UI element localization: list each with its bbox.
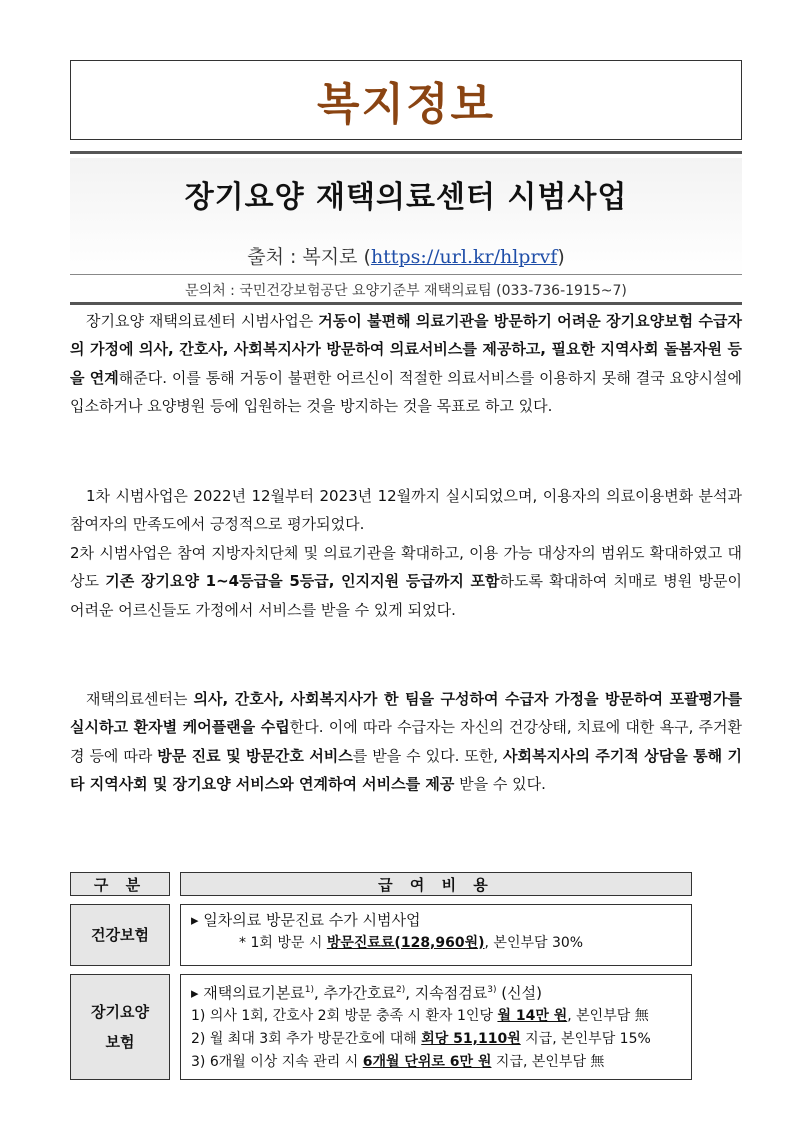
- paragraph-second-pilot: [70, 539, 742, 624]
- category-ltc-line2: 보험: [105, 1033, 135, 1051]
- table-header-row: [70, 872, 692, 896]
- p4-text-4: 받을 수 있다.: [454, 775, 546, 794]
- header-banner: [70, 60, 742, 140]
- divider-mid: [70, 274, 742, 275]
- p3-text-1: 2차 시범사업은 참여 지방자치단체 및 의료기관을 확대하고, 이용 가능 대상자의 범위도 확대하였고 대상도: [70, 544, 742, 591]
- p3-bold-1: 기존 장기요양 1~4등급을 5등급, 인지지원 등급까지 포함: [105, 572, 500, 591]
- p2-text-1: 1차 시범사업은 2022년 12월부터 2023년 12월까지 실시되었으며, 이용자의 의료이용변화 분석과 참여자의 만족도에서 긍정적으로 평가되었다.: [70, 487, 742, 534]
- contact-info: 문의처 : 국민건강보험공단 요양기준부 재택의료팀 (033-736-1915~7): [185, 283, 627, 299]
- document-title: 장기요양 재택의료센터 시범사업: [184, 180, 628, 215]
- ltc-bullet-b: , 추가간호료: [313, 984, 396, 1002]
- paragraph-center-team: [70, 685, 742, 799]
- ltc-item2-prefix: 2) 월 최대 3회 추가 방문간호에 대해: [191, 1031, 422, 1047]
- ltc-item-2: [191, 1028, 681, 1051]
- ltc-item2-suffix: 지급, 본인부담 15%: [520, 1031, 651, 1047]
- source-close: ): [557, 246, 565, 268]
- ltc-item-1: [191, 1005, 681, 1028]
- ltc-item3-suffix: 지급, 본인부담 無: [491, 1054, 605, 1070]
- p4-bold-3: 사회복지사의 주기적 상담을 통해 기타 지역사회 및 장기요양 서비스와 연계하여 서비스를 제공: [70, 746, 742, 794]
- source-label: 출처 : 복지로 (: [247, 246, 371, 268]
- p1-text-2: 해준다. 이를 통해 거동이 불편한 어르신이 적절한 의료서비스를 이용하지 못해 결국 요양시설에 입소하거나 요양병원 등에 입원하는 것을 방지하는 것을 목표로 하고 있다.: [70, 368, 742, 416]
- source-line: [70, 242, 742, 269]
- p4-text-1: 재택의료센터는: [86, 690, 194, 708]
- p4-bold-2: 방문 진료 및 방문간호 서비스: [157, 746, 353, 765]
- ltc-bullet-c: , 지속점검료: [405, 984, 488, 1002]
- header-cost: 급 여 비 용: [180, 872, 692, 896]
- p4-text-3: 를 받을 수 있다. 또한,: [352, 746, 503, 765]
- header-title: 복지정보: [316, 79, 495, 130]
- ltc-bullet: [191, 979, 681, 1005]
- ltc-item3-prefix: 3) 6개월 이상 지속 관리 시: [191, 1054, 363, 1070]
- ltc-item-3: [191, 1051, 681, 1074]
- category-health-insurance: 건강보험: [70, 904, 170, 966]
- health-note-fee: 방문진료료(128,960원): [326, 935, 485, 951]
- p4-bold-1: 의사, 간호사, 사회복지사가 한 팀을 구성하여 수급자 가정을 방문하여 포괄평가를 실시하고 환자별 케어플랜을 수립: [70, 690, 742, 737]
- header-category: 구 분: [70, 872, 170, 896]
- ltc-bullet-d: (신설): [496, 984, 542, 1002]
- ltc-sup-1: 1): [304, 985, 314, 995]
- p1-text-1: 장기요양 재택의료센터 시범사업은: [86, 312, 319, 330]
- category-ltc-line1: 장기요양: [91, 1003, 149, 1021]
- ltc-bullet-a: ▸ 재택의료기본료: [191, 984, 305, 1002]
- paragraph-first-pilot: [70, 482, 742, 539]
- health-note: [191, 932, 681, 955]
- category-ltc-insurance: [70, 974, 170, 1080]
- divider-top: [70, 151, 742, 154]
- health-note-suffix: , 본인부담 30%: [484, 935, 584, 951]
- paragraph-intro: [70, 307, 742, 421]
- divider-bottom: [70, 302, 742, 305]
- health-note-prefix: * 1회 방문 시: [239, 935, 327, 951]
- p4-text-2: 한다. 이에 따라 수급자는 자신의 건강상태, 치료에 대한 욕구, 주거환경 등에 따라: [70, 718, 743, 765]
- ltc-item1-suffix: , 본인부담 無: [567, 1008, 649, 1024]
- cost-ltc-insurance: [180, 974, 692, 1080]
- ltc-sup-2: 2): [395, 985, 406, 995]
- table-row: [70, 974, 692, 1080]
- health-bullet: ▸ 일차의료 방문진료 수가 시범사업: [191, 911, 421, 929]
- ltc-item1-amount: 월 14만 원: [497, 1008, 568, 1024]
- ltc-sup-3: 3): [487, 985, 497, 995]
- ltc-item3-amount: 6개월 단위로 6만 원: [362, 1054, 492, 1070]
- p1-bold-1: 거동이 불편해 의료기관을 방문하기 어려운 장기요양보험 수급자의 가정에 의사, 간호사, 사회복지사가 방문하여 의료서비스를 제공하고, 필요한 지역사회 돌봄자원 등을 연계: [70, 312, 742, 387]
- ltc-item2-amount: 회당 51,110원: [421, 1031, 521, 1047]
- ltc-item1-prefix: 1) 의사 1회, 간호사 2회 방문 충족 시 환자 1인당: [191, 1008, 498, 1024]
- benefits-table: [70, 872, 692, 1080]
- table-row: [70, 904, 692, 966]
- p3-text-2: 하도록 확대하여 치매로 병원 방문이 어려운 어르신들도 가정에서 서비스를 받을 수 있게 되었다.: [70, 572, 742, 619]
- cost-health-insurance: [180, 904, 692, 966]
- source-link[interactable]: https://url.kr/hlprvf: [370, 246, 558, 268]
